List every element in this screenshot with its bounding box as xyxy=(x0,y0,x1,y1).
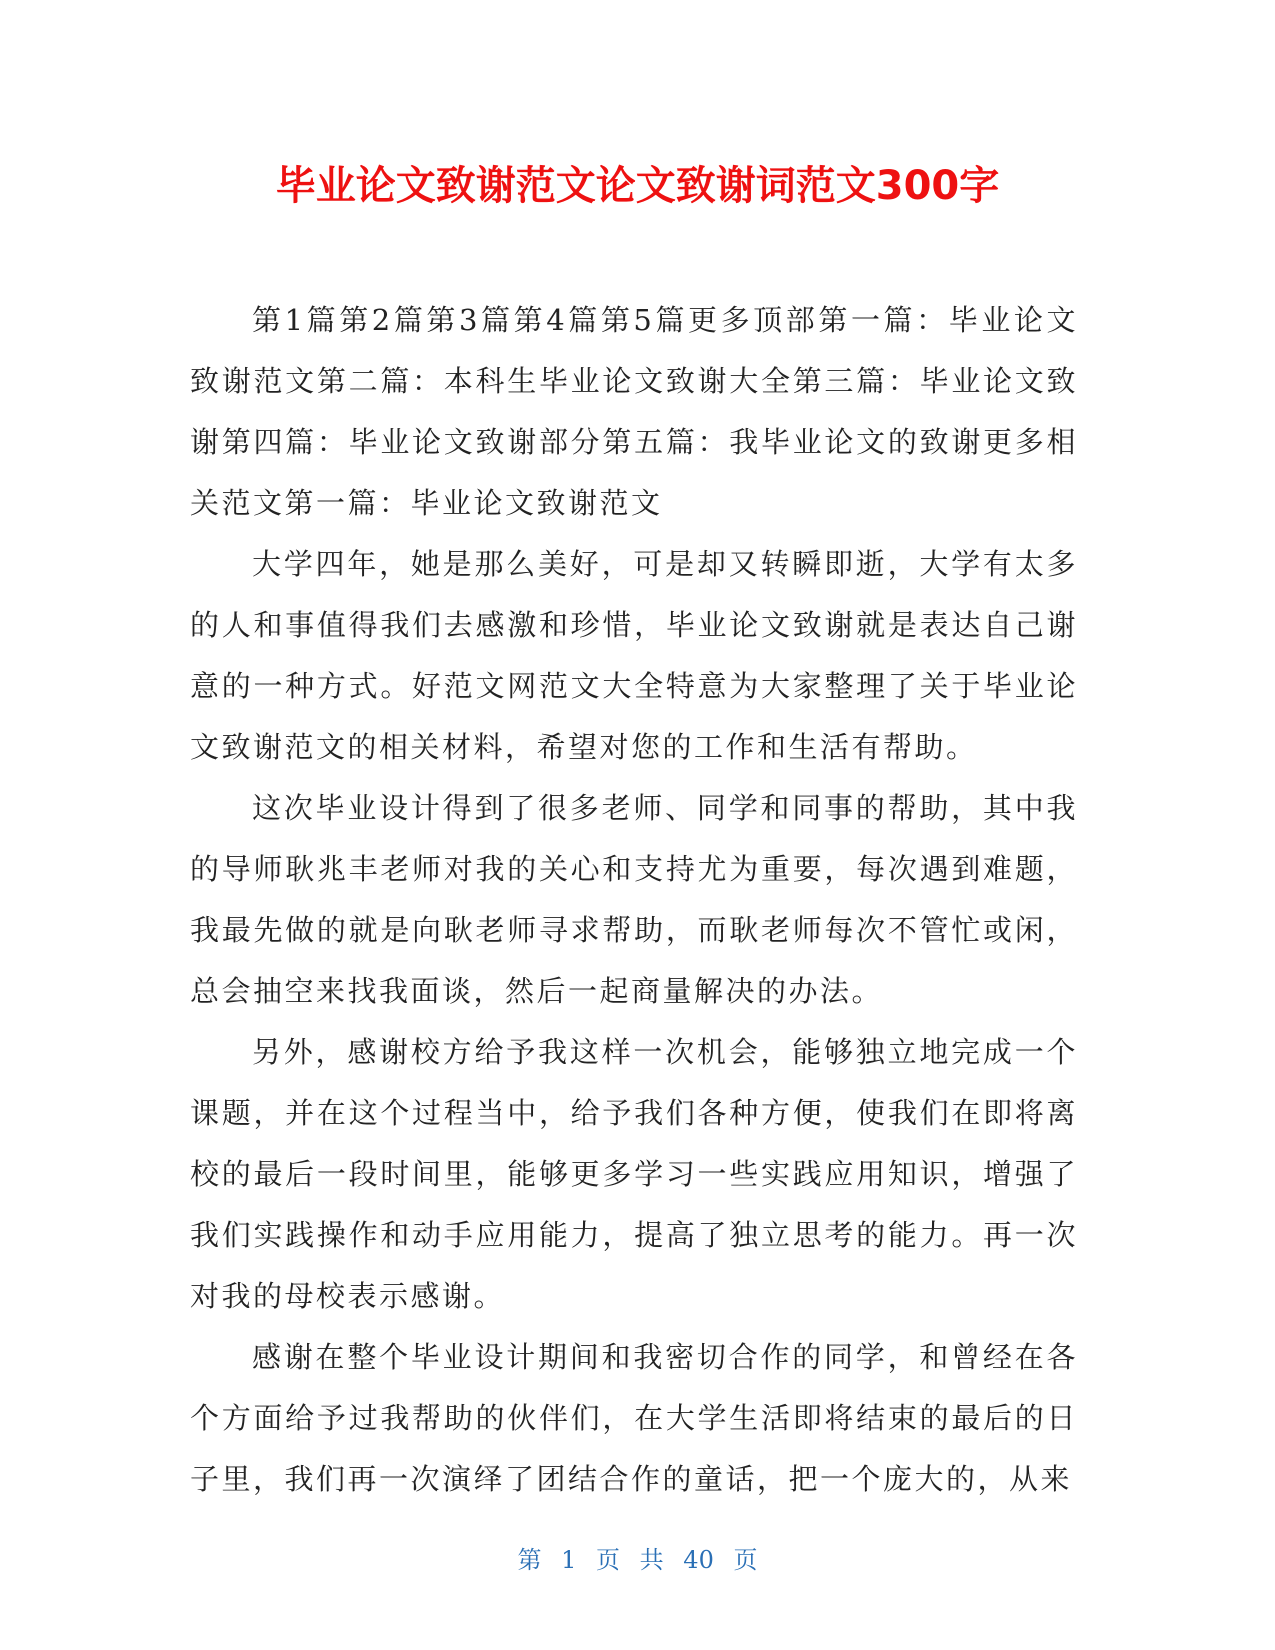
page-number-footer: 第 1 页 共 40 页 xyxy=(517,1546,758,1574)
paragraph: 感谢在整个毕业设计期间和我密切合作的同学，和曾经在各个方面给予过我帮助的伙伴们，在大学生活即将结束的最后的日子里，我们再一次演绎了团结合作的童话，把一个庞大的，从来 xyxy=(190,1340,1078,1496)
paragraph: 这次毕业设计得到了很多老师、同学和同事的帮助，其中我的导师耿兆丰老师对我的关心和支持尤为重要，每次遇到难题，我最先做的就是向耿老师寻求帮助，而耿老师每次不管忙或闲，总会抽空来找我面谈，然后一起商量解决的办法。 xyxy=(190,791,1078,1008)
paragraph: 另外，感谢校方给予我这样一次机会，能够独立地完成一个课题，并在这个过程当中，给予我们各种方便，使我们在即将离校的最后一段时间里，能够更多学习一些实践应用知识，增强了我们实践操作和动手应用能力，提高了独立思考的能力。再一次对我的母校表示感谢。 xyxy=(190,1035,1078,1313)
document-title: 毕业论文致谢范文论文致谢词范文300字 xyxy=(275,163,1000,209)
document-body xyxy=(190,290,1078,1510)
paragraph: 第1篇第2篇第3篇第4篇第5篇更多顶部第一篇：毕业论文致谢范文第二篇：本科生毕业论文致谢大全第三篇：毕业论文致谢第四篇：毕业论文致谢部分第五篇：我毕业论文的致谢更多相关范文第一篇：毕业论文致谢范文 xyxy=(190,303,1078,520)
paragraph: 大学四年，她是那么美好，可是却又转瞬即逝，大学有太多的人和事值得我们去感激和珍惜，毕业论文致谢就是表达自己谢意的一种方式。好范文网范文大全特意为大家整理了关于毕业论文致谢范文的相关材料，希望对您的工作和生活有帮助。 xyxy=(190,547,1078,764)
